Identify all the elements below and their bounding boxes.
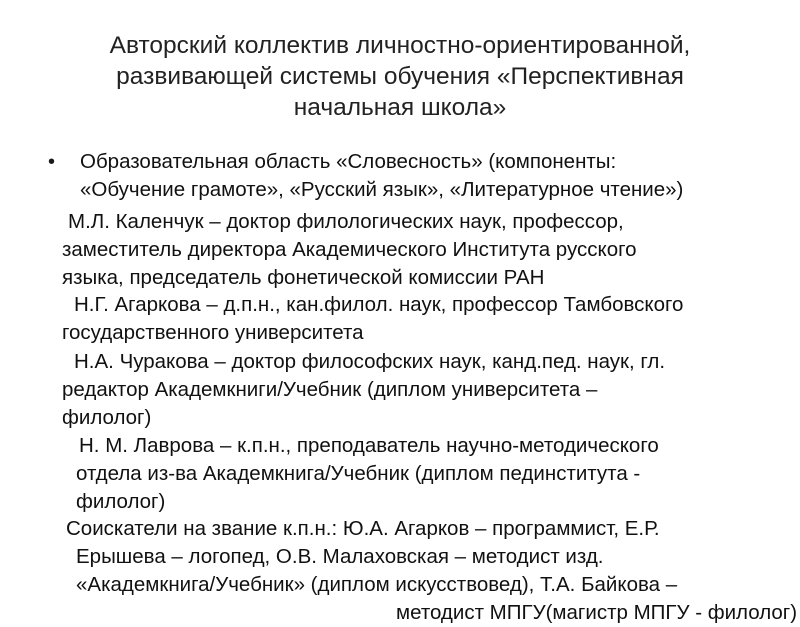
text-line: Образовательная область «Словесность» (компоненты: bbox=[80, 150, 617, 173]
slide-title-line: начальная школа» bbox=[293, 94, 507, 121]
text-line: Ерышева – логопед, О.В. Малаховская – методист изд. bbox=[76, 545, 604, 568]
text-line: филолог) bbox=[76, 490, 166, 513]
text-line: методист МПГУ(магистр МПГУ - филолог) bbox=[396, 601, 798, 624]
slide-title-line: развивающей системы обучения «Перспективная bbox=[116, 63, 684, 90]
paragraph-author-kalenchuk bbox=[62, 208, 637, 292]
paragraph-applicants bbox=[66, 515, 797, 627]
slide-title bbox=[40, 30, 760, 123]
paragraph-author-lavrova bbox=[76, 432, 659, 516]
text-line: заместитель директора Академического Института русского bbox=[62, 238, 637, 261]
text-line: «Обучение грамоте», «Русский язык», «Литературное чтение») bbox=[80, 178, 684, 201]
text-line: редактор Академкниги/Учебник (диплом университета – bbox=[62, 378, 598, 401]
text-line: государственного университета bbox=[62, 321, 364, 344]
text-line: отдела из-ва Академкнига/Учебник (диплом пединститута - bbox=[76, 462, 641, 485]
bullet-point: • bbox=[48, 151, 56, 173]
text-line: языка, председатель фонетической комиссии РАН bbox=[62, 266, 545, 289]
text-line: Н.Г. Агаркова – д.п.н., кан.филол. наук, профессор Тамбовского bbox=[74, 293, 684, 316]
text-line: Н.А. Чуракова – доктор философских наук, канд.пед. наук, гл. bbox=[74, 350, 666, 373]
text-line: «Академкнига/Учебник» (диплом искусствовед), Т.А. Байкова – bbox=[76, 573, 678, 596]
text-line: Н. М. Лаврова – к.п.н., преподаватель научно-методического bbox=[79, 434, 659, 457]
paragraph-subject-area bbox=[80, 148, 683, 204]
paragraph-author-agarkova bbox=[62, 291, 683, 347]
text-line: Соискатели на звание к.п.н.: Ю.А. Агарков – программист, Е.Р. bbox=[66, 517, 660, 540]
text-line: М.Л. Каленчук – доктор филологических наук, профессор, bbox=[68, 210, 624, 233]
text-line: филолог) bbox=[62, 406, 152, 429]
slide-title-line: Авторский коллектив личностно-ориентированной, bbox=[109, 32, 691, 59]
paragraph-author-churakova bbox=[62, 348, 665, 432]
